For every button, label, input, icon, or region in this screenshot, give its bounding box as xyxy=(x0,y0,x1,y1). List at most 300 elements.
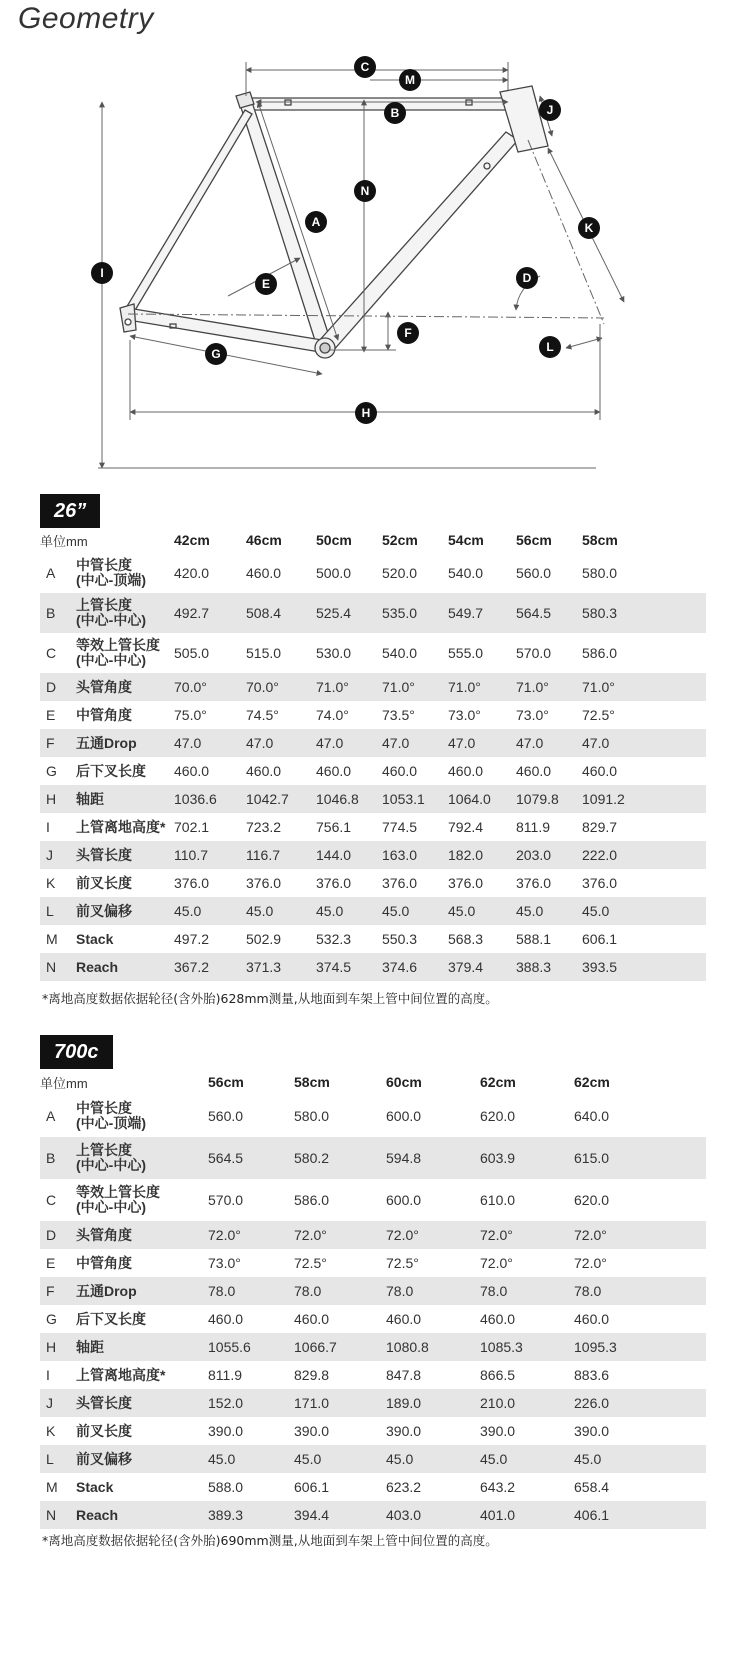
row-letter: F xyxy=(40,729,76,757)
table-cell: 600.0 xyxy=(386,1192,422,1208)
table-row xyxy=(40,897,706,925)
table-cell: 555.0 xyxy=(448,645,484,661)
table-row xyxy=(40,1501,706,1529)
table-cell: 78.0 xyxy=(294,1277,386,1305)
table-cell: 588.1 xyxy=(516,931,552,947)
svg-text:B: B xyxy=(390,106,400,120)
table-cell: 78.0 xyxy=(574,1277,706,1305)
table-cell: 210.0 xyxy=(480,1389,574,1417)
table-cell: 1055.6 xyxy=(208,1333,294,1361)
table-cell: 600.0 xyxy=(386,1108,422,1124)
label-h xyxy=(355,402,377,424)
table-cell: 1036.6 xyxy=(174,785,246,813)
size-header: 56cm xyxy=(516,532,552,548)
table-header-row xyxy=(40,527,706,553)
row-name: Reach xyxy=(76,953,174,981)
row-name: 等效上管长度 (中心-中心) xyxy=(76,1184,160,1215)
table-row xyxy=(40,1095,706,1137)
table-cell: 75.0° xyxy=(174,707,207,723)
section-tag-700c: 700c xyxy=(40,1035,113,1069)
row-name: 轴距 xyxy=(76,785,174,813)
table-cell: 70.0° xyxy=(246,673,316,701)
geometry-table-700c xyxy=(40,1069,706,1529)
unit-label: 单位mm xyxy=(40,533,88,549)
table-cell: 73.0° xyxy=(516,707,549,723)
row-name: Stack xyxy=(76,930,114,947)
table-cell: 502.9 xyxy=(246,931,282,947)
table-row xyxy=(40,925,706,953)
table-row xyxy=(40,1137,706,1179)
table-cell: 390.0 xyxy=(574,1423,610,1439)
table-cell: 1066.7 xyxy=(294,1333,386,1361)
table-cell: 376.0 xyxy=(448,875,484,891)
label-m xyxy=(354,180,376,202)
table-cell: 71.0° xyxy=(382,673,448,701)
table-cell: 540.0 xyxy=(448,565,484,581)
row-name: 上管离地高度* xyxy=(76,818,166,835)
table-cell: 78.0 xyxy=(208,1277,294,1305)
table-cell: 1095.3 xyxy=(574,1333,706,1361)
table-cell: 71.0° xyxy=(316,673,382,701)
table-row xyxy=(40,1277,706,1305)
row-name: 中管长度 (中心-顶端) xyxy=(76,557,146,588)
row-letter: F xyxy=(40,1277,76,1305)
table-cell: 508.4 xyxy=(246,593,316,633)
table-cell: 45.0 xyxy=(174,897,246,925)
table-cell: 144.0 xyxy=(316,841,382,869)
table-cell: 73.5° xyxy=(382,707,415,723)
footnote-700c: *离地高度数据依据轮径(含外胎)690mm测量,从地面到车架上管中间位置的高度。 xyxy=(42,1533,498,1548)
table-cell: 47.0 xyxy=(174,729,246,757)
row-letter: B xyxy=(40,593,76,633)
table-cell: 390.0 xyxy=(386,1423,422,1439)
table-cell: 1080.8 xyxy=(386,1333,480,1361)
table-cell: 811.9 xyxy=(516,819,551,835)
size-header: 62cm xyxy=(480,1074,516,1090)
table-cell: 515.0 xyxy=(246,645,282,661)
table-header-row xyxy=(40,1069,706,1095)
table-cell: 45.0 xyxy=(480,1445,574,1473)
table-cell: 540.0 xyxy=(382,645,418,661)
table-cell: 460.0 xyxy=(448,763,484,779)
table-cell: 45.0 xyxy=(246,897,316,925)
row-name: 头管角度 xyxy=(76,1221,208,1249)
table-cell: 532.3 xyxy=(316,931,352,947)
table-cell: 74.0° xyxy=(316,707,349,723)
table-cell: 1046.8 xyxy=(316,785,382,813)
footnote-26: *离地高度数据依据轮径(含外胎)628mm测量,从地面到车架上管中间位置的高度。 xyxy=(42,991,498,1006)
table-cell: 406.1 xyxy=(574,1501,706,1529)
table-cell: 71.0° xyxy=(516,673,582,701)
label-f xyxy=(397,322,419,344)
label-j xyxy=(539,99,561,121)
table-cell: 460.0 xyxy=(246,763,282,779)
table-cell: 723.2 xyxy=(246,819,282,835)
size-header: 46cm xyxy=(246,532,282,548)
svg-text:F: F xyxy=(404,326,412,340)
table-cell: 580.0 xyxy=(582,565,618,581)
table-cell: 182.0 xyxy=(448,841,516,869)
table-cell: 45.0 xyxy=(574,1445,706,1473)
table-cell: 401.0 xyxy=(480,1501,574,1529)
table-cell: 74.5° xyxy=(246,707,279,723)
table-row xyxy=(40,701,706,729)
label-k xyxy=(578,217,600,239)
table-cell: 620.0 xyxy=(480,1108,516,1124)
table-cell: 78.0 xyxy=(480,1277,574,1305)
table-cell: 390.0 xyxy=(294,1423,330,1439)
row-letter: L xyxy=(40,1445,76,1473)
table-cell: 72.0° xyxy=(208,1221,294,1249)
table-cell: 460.0 xyxy=(316,763,352,779)
table-cell: 460.0 xyxy=(574,1311,610,1327)
row-name: 轴距 xyxy=(76,1333,208,1361)
row-name: 五通Drop xyxy=(76,729,174,757)
table-cell: 72.5° xyxy=(386,1255,419,1271)
row-letter: E xyxy=(46,1255,56,1271)
row-name: 上管离地高度* xyxy=(76,1366,166,1383)
table-cell: 376.0 xyxy=(246,875,282,891)
table-row xyxy=(40,785,706,813)
table-cell: 222.0 xyxy=(582,841,706,869)
table-cell: 1079.8 xyxy=(516,785,582,813)
table-row xyxy=(40,1221,706,1249)
table-cell: 505.0 xyxy=(174,645,210,661)
table-cell: 226.0 xyxy=(574,1389,706,1417)
table-row xyxy=(40,757,706,785)
row-letter: A xyxy=(46,1108,56,1124)
table-cell: 47.0 xyxy=(382,729,448,757)
size-header: 50cm xyxy=(316,532,352,548)
table-cell: 586.0 xyxy=(582,645,618,661)
table-cell: 460.0 xyxy=(246,565,282,581)
row-name: 等效上管长度 (中心-中心) xyxy=(76,637,160,668)
row-name: 中管角度 xyxy=(76,706,132,723)
row-letter: C xyxy=(46,645,57,661)
table-cell: 792.4 xyxy=(448,819,484,835)
table-cell: 623.2 xyxy=(386,1479,422,1495)
table-cell: 570.0 xyxy=(208,1192,244,1208)
table-cell: 520.0 xyxy=(382,565,418,581)
table-cell: 371.3 xyxy=(246,953,316,981)
table-cell: 45.0 xyxy=(582,897,706,925)
table-cell: 116.7 xyxy=(246,841,316,869)
size-header: 58cm xyxy=(582,532,618,548)
table-cell: 420.0 xyxy=(174,565,210,581)
table-cell: 606.1 xyxy=(294,1479,330,1495)
table-row xyxy=(40,1473,706,1501)
table-cell: 376.0 xyxy=(382,875,418,891)
table-cell: 829.7 xyxy=(582,819,618,835)
row-name: Stack xyxy=(76,1478,114,1495)
row-letter: I xyxy=(46,1367,50,1383)
table-cell: 72.0° xyxy=(294,1221,386,1249)
page-title: Geometry xyxy=(18,2,154,35)
table-cell: 883.6 xyxy=(574,1367,610,1383)
table-row xyxy=(40,1445,706,1473)
row-letter: M xyxy=(46,1479,58,1495)
row-name: 中管长度 (中心-顶端) xyxy=(76,1100,146,1131)
table-cell: 564.5 xyxy=(516,593,582,633)
table-row xyxy=(40,593,706,633)
row-letter: N xyxy=(40,953,76,981)
table-cell: 460.0 xyxy=(294,1311,330,1327)
table-cell: 460.0 xyxy=(480,1311,516,1327)
row-letter: K xyxy=(46,1423,56,1439)
table-cell: 388.3 xyxy=(516,953,582,981)
table-cell: 460.0 xyxy=(386,1311,422,1327)
table-row xyxy=(40,953,706,981)
table-row xyxy=(40,673,706,701)
svg-text:D: D xyxy=(522,271,532,285)
table-cell: 564.5 xyxy=(208,1137,294,1179)
table-cell: 550.3 xyxy=(382,931,418,947)
table-cell: 615.0 xyxy=(574,1137,706,1179)
table-row xyxy=(40,813,706,841)
table-cell: 460.0 xyxy=(516,763,552,779)
table-cell: 643.2 xyxy=(480,1479,516,1495)
table-cell: 606.1 xyxy=(582,931,618,947)
label-l xyxy=(539,336,561,358)
table-cell: 530.0 xyxy=(316,645,352,661)
table-cell: 460.0 xyxy=(174,763,210,779)
table-cell: 603.9 xyxy=(480,1137,574,1179)
section-tag-26: 26” xyxy=(40,494,100,528)
row-letter: H xyxy=(40,785,76,813)
table-row xyxy=(40,1179,706,1221)
row-letter: N xyxy=(40,1501,76,1529)
row-letter: J xyxy=(40,841,76,869)
table-cell: 163.0 xyxy=(382,841,448,869)
row-name: 前叉长度 xyxy=(76,1422,132,1439)
table-cell: 45.0 xyxy=(448,897,516,925)
table-cell: 45.0 xyxy=(294,1445,386,1473)
svg-text:I: I xyxy=(100,266,104,280)
table-cell: 45.0 xyxy=(208,1445,294,1473)
table-cell: 568.3 xyxy=(448,931,484,947)
table-cell: 1042.7 xyxy=(246,785,316,813)
table-cell: 570.0 xyxy=(516,645,552,661)
label-a xyxy=(305,211,327,233)
table-cell: 580.0 xyxy=(294,1108,330,1124)
svg-text:G: G xyxy=(211,347,221,361)
table-cell: 588.0 xyxy=(208,1479,244,1495)
row-letter: G xyxy=(46,763,57,779)
table-cell: 189.0 xyxy=(386,1389,480,1417)
row-letter: B xyxy=(40,1137,76,1179)
table-cell: 72.0° xyxy=(386,1221,480,1249)
table-cell: 72.5° xyxy=(294,1255,327,1271)
table-cell: 525.4 xyxy=(316,593,382,633)
table-cell: 811.9 xyxy=(208,1367,243,1383)
table-cell: 71.0° xyxy=(448,673,516,701)
size-header: 62cm xyxy=(574,1074,610,1090)
table-cell: 620.0 xyxy=(574,1192,610,1208)
table-row xyxy=(40,1305,706,1333)
table-cell: 45.0 xyxy=(516,897,582,925)
svg-text:C: C xyxy=(360,60,370,74)
table-cell: 610.0 xyxy=(480,1192,516,1208)
table-cell: 580.3 xyxy=(582,593,706,633)
table-cell: 379.4 xyxy=(448,953,516,981)
table-cell: 203.0 xyxy=(516,841,582,869)
table-cell: 47.0 xyxy=(582,729,706,757)
frame-geometry-diagram xyxy=(0,40,750,510)
table-cell: 866.5 xyxy=(480,1367,516,1383)
table-row xyxy=(40,729,706,757)
svg-text:E: E xyxy=(261,277,271,291)
table-cell: 658.4 xyxy=(574,1479,610,1495)
row-name: 五通Drop xyxy=(76,1277,208,1305)
table-cell: 71.0° xyxy=(582,673,706,701)
row-letter: L xyxy=(40,897,76,925)
table-cell: 774.5 xyxy=(382,819,418,835)
table-cell: 403.0 xyxy=(386,1501,480,1529)
table-cell: 460.0 xyxy=(582,763,618,779)
table-cell: 460.0 xyxy=(208,1311,244,1327)
label-c xyxy=(354,56,376,78)
table-cell: 73.0° xyxy=(208,1255,241,1271)
size-header: 60cm xyxy=(386,1074,422,1090)
table-row xyxy=(40,1249,706,1277)
row-name: 头管长度 xyxy=(76,1389,208,1417)
table-cell: 72.0° xyxy=(480,1221,574,1249)
row-name: 上管长度 (中心-中心) xyxy=(76,1137,208,1179)
svg-text:M: M xyxy=(405,73,415,87)
table-cell: 1053.1 xyxy=(382,785,448,813)
table-cell: 847.8 xyxy=(386,1367,422,1383)
table-row xyxy=(40,1333,706,1361)
label-d xyxy=(516,267,538,289)
size-header: 42cm xyxy=(174,532,210,548)
table-cell: 78.0 xyxy=(386,1277,480,1305)
table-row xyxy=(40,553,706,593)
table-cell: 492.7 xyxy=(174,593,246,633)
table-cell: 47.0 xyxy=(516,729,582,757)
table-cell: 110.7 xyxy=(174,841,246,869)
table-cell: 756.1 xyxy=(316,819,352,835)
table-cell: 1085.3 xyxy=(480,1333,574,1361)
row-letter: C xyxy=(46,1192,57,1208)
label-i xyxy=(91,262,113,284)
table-cell: 393.5 xyxy=(582,953,706,981)
row-letter: H xyxy=(40,1333,76,1361)
table-cell: 829.8 xyxy=(294,1367,330,1383)
table-cell: 374.5 xyxy=(316,953,382,981)
table-cell: 594.8 xyxy=(386,1137,480,1179)
unit-label: 单位mm xyxy=(40,1075,88,1091)
row-name: 前叉偏移 xyxy=(76,1445,208,1473)
row-letter: J xyxy=(40,1389,76,1417)
svg-text:J: J xyxy=(546,103,554,117)
row-name: 中管角度 xyxy=(76,1254,132,1271)
table-cell: 72.0° xyxy=(574,1221,706,1249)
row-letter: D xyxy=(40,1221,76,1249)
row-name: 后下叉长度 xyxy=(76,1310,146,1327)
label-e xyxy=(255,273,277,295)
table-cell: 500.0 xyxy=(316,565,352,581)
table-cell: 549.7 xyxy=(448,593,516,633)
row-name: 头管角度 xyxy=(76,673,174,701)
geometry-table-26 xyxy=(40,527,706,981)
row-letter: E xyxy=(46,707,56,723)
table-cell: 47.0 xyxy=(316,729,382,757)
table-cell: 586.0 xyxy=(294,1192,330,1208)
table-row xyxy=(40,841,706,869)
table-cell: 47.0 xyxy=(448,729,516,757)
size-header: 58cm xyxy=(294,1074,330,1090)
label-b xyxy=(384,102,406,124)
row-letter: D xyxy=(40,673,76,701)
table-cell: 376.0 xyxy=(174,875,210,891)
table-cell: 390.0 xyxy=(480,1423,516,1439)
row-name: 后下叉长度 xyxy=(76,762,146,779)
row-letter: I xyxy=(46,819,50,835)
size-header: 54cm xyxy=(448,532,484,548)
table-cell: 374.6 xyxy=(382,953,448,981)
table-cell: 702.1 xyxy=(174,819,210,835)
table-cell: 376.0 xyxy=(516,875,552,891)
table-cell: 376.0 xyxy=(582,875,618,891)
table-cell: 390.0 xyxy=(208,1423,244,1439)
table-cell: 45.0 xyxy=(386,1445,480,1473)
table-cell: 45.0 xyxy=(382,897,448,925)
row-letter: A xyxy=(46,565,56,581)
row-letter: K xyxy=(46,875,56,891)
table-row xyxy=(40,633,706,673)
table-cell: 47.0 xyxy=(246,729,316,757)
size-header: 52cm xyxy=(382,532,418,548)
svg-text:K: K xyxy=(584,221,594,235)
table-cell: 389.3 xyxy=(208,1501,294,1529)
table-cell: 394.4 xyxy=(294,1501,386,1529)
table-cell: 580.2 xyxy=(294,1137,386,1179)
table-row xyxy=(40,1389,706,1417)
size-header: 56cm xyxy=(208,1074,244,1090)
row-name: Reach xyxy=(76,1501,208,1529)
svg-text:N: N xyxy=(360,184,370,198)
table-cell: 1091.2 xyxy=(582,785,706,813)
row-letter: G xyxy=(46,1311,57,1327)
table-cell: 152.0 xyxy=(208,1389,294,1417)
row-name: 头管长度 xyxy=(76,841,174,869)
table-cell: 45.0 xyxy=(316,897,382,925)
row-name: 前叉长度 xyxy=(76,874,132,891)
table-cell: 560.0 xyxy=(208,1108,244,1124)
table-cell: 460.0 xyxy=(382,763,418,779)
label-n xyxy=(399,69,421,91)
table-cell: 72.5° xyxy=(582,707,615,723)
row-name: 上管长度 (中心-中心) xyxy=(76,593,174,633)
svg-text:H: H xyxy=(361,406,371,420)
table-cell: 72.0° xyxy=(574,1255,607,1271)
table-row xyxy=(40,1361,706,1389)
table-cell: 376.0 xyxy=(316,875,352,891)
table-row xyxy=(40,869,706,897)
svg-text:A: A xyxy=(311,215,321,229)
label-g xyxy=(205,343,227,365)
table-cell: 70.0° xyxy=(174,673,246,701)
table-cell: 171.0 xyxy=(294,1389,386,1417)
table-cell: 640.0 xyxy=(574,1108,610,1124)
svg-text:L: L xyxy=(546,340,554,354)
table-cell: 73.0° xyxy=(448,707,481,723)
table-cell: 535.0 xyxy=(382,593,448,633)
row-name: 前叉偏移 xyxy=(76,897,174,925)
table-cell: 560.0 xyxy=(516,565,552,581)
table-cell: 1064.0 xyxy=(448,785,516,813)
table-cell: 72.0° xyxy=(480,1255,513,1271)
